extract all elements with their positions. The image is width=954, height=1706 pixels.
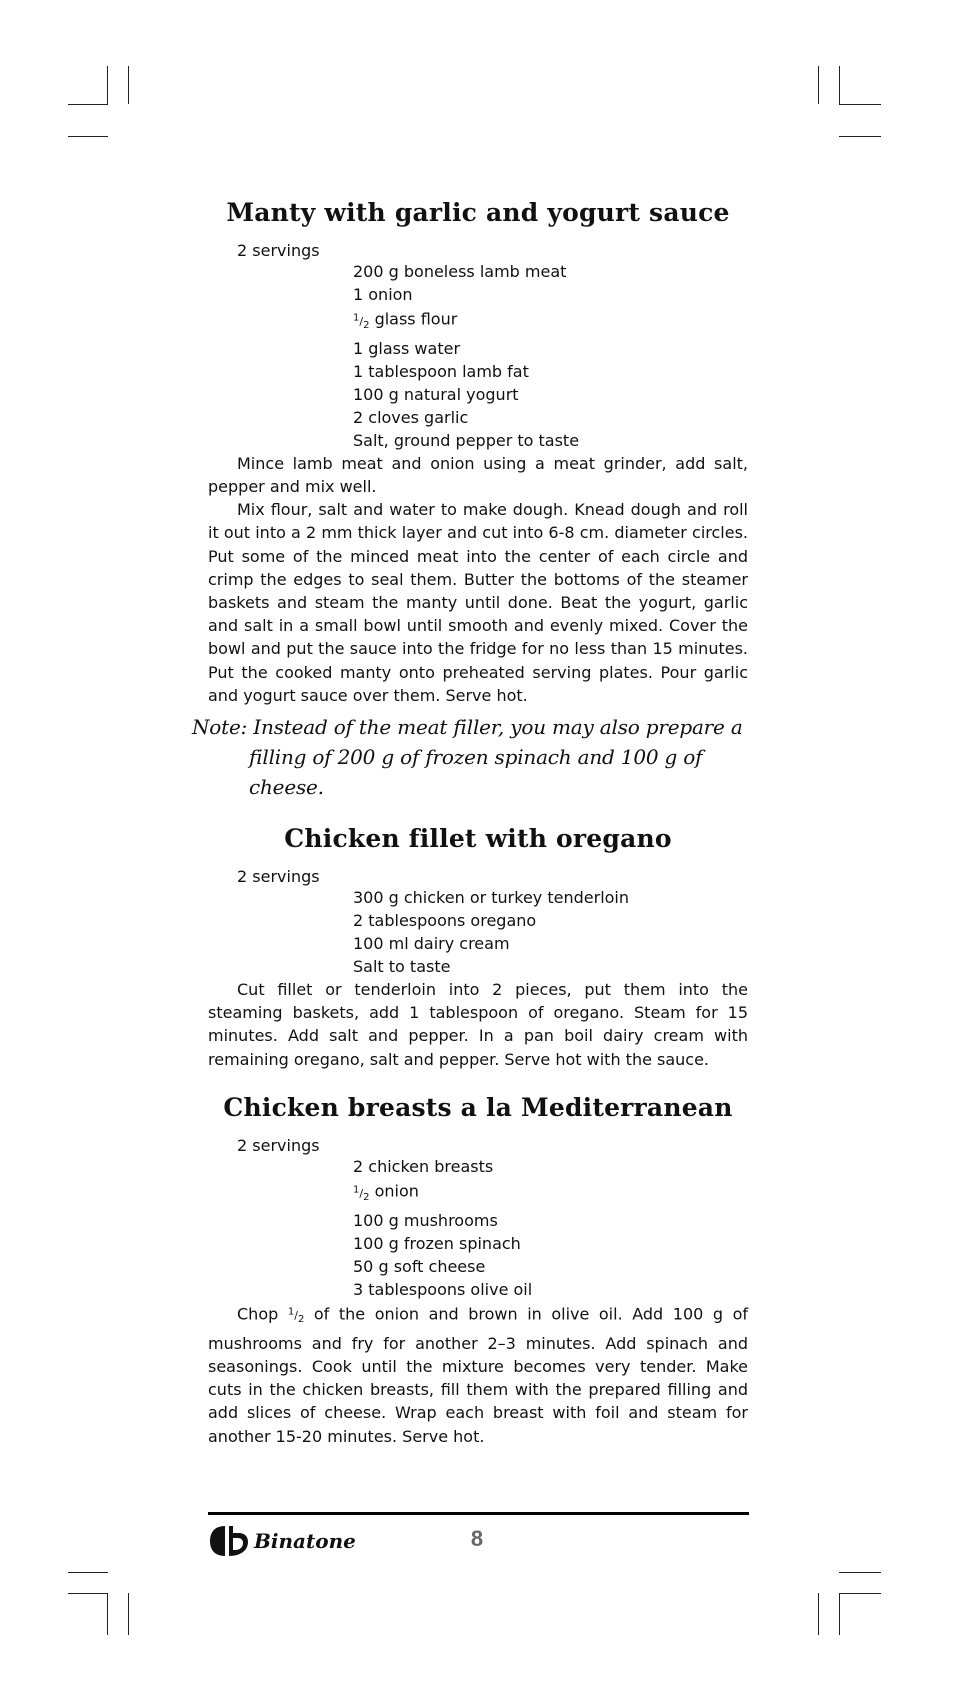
ingredient: 1 glass water — [353, 338, 461, 358]
crop-mark — [68, 1593, 108, 1594]
ingredient: 1 tablespoon lamb fat — [353, 361, 529, 381]
fraction: $^1/_2$ — [353, 1183, 370, 1203]
crop-mark — [68, 1572, 108, 1573]
crop-mark — [839, 1593, 840, 1635]
ingredient: Salt, ground pepper to taste — [353, 430, 580, 450]
crop-mark — [128, 66, 129, 104]
brand-name: Binatone — [254, 1529, 356, 1553]
ingredient: $^1/_2$ onion — [353, 1181, 419, 1203]
ingredient: 3 tablespoons olive oil — [353, 1279, 533, 1299]
instructions — [208, 1301, 748, 1448]
ingredient: 2 cloves garlic — [353, 407, 469, 427]
ingredient: 100 g natural yogurt — [353, 384, 519, 404]
ingredient: 50 g soft cheese — [353, 1256, 486, 1276]
crop-mark — [839, 1593, 881, 1594]
servings: 2 servings — [237, 867, 320, 887]
ingredient: 100 ml dairy cream — [353, 934, 510, 954]
crop-mark — [839, 104, 881, 105]
ingredient: 2 tablespoons oregano — [353, 911, 537, 931]
crop-mark — [839, 136, 881, 137]
crop-mark — [839, 1572, 881, 1573]
instructions — [208, 452, 748, 707]
ingredient: 200 g boneless lamb meat — [353, 262, 567, 281]
footer-rule — [208, 1512, 749, 1515]
ingredient: 100 g frozen spinach — [353, 1233, 521, 1253]
crop-mark — [107, 66, 108, 104]
crop-mark — [128, 1593, 129, 1635]
crop-mark — [818, 66, 819, 104]
recipe-title: Manty with garlic and yogurt sauce — [226, 198, 730, 227]
crop-mark — [839, 66, 840, 104]
ingredient: Salt to taste — [353, 957, 451, 977]
note-line1: Note: Instead of the meat filler, you may also prepare a — [192, 715, 743, 740]
recipe-manty — [192, 198, 748, 802]
paragraph: Cut fillet or tenderloin into 2 pieces, put them into the steaming baskets, add 1 tablespoon of oregano. Steam for 15 minutes. Add salt and pepper. In a pan boil dairy cream with remaining oregano, salt and pepper. Serve hot with the sauce. — [208, 980, 748, 1069]
ingredient-list — [353, 260, 748, 452]
crop-mark — [107, 1593, 108, 1635]
servings: 2 servings — [237, 1135, 320, 1155]
page-number: 8 — [470, 1526, 484, 1551]
recipe-title: Chicken fillet with oregano — [284, 824, 672, 854]
recipe-chicken-fillet — [208, 824, 748, 1071]
paragraph: Chop $^1/_2$ of the onion and brown in olive oil. Add 100 g of mushrooms and fry for another 2–3 minutes. Add spinach and seasonings. Cook until the mixture becomes very tender. Make cuts in the chicken breasts, fill them with the prepared filling and add slices of cheese. Wrap each breast with foil and steam for another 15-20 minutes. Serve hot. — [208, 1304, 749, 1446]
binatone-logo-icon — [208, 1524, 250, 1558]
recipe-chicken-breasts — [208, 1093, 748, 1448]
page-content — [192, 198, 749, 1448]
ingredient: 100 g mushrooms — [353, 1210, 498, 1230]
ingredient-list — [353, 1155, 748, 1301]
ingredient: 2 chicken breasts — [353, 1156, 494, 1176]
note-line2: filling of 200 g of frozen spinach and 100 g of cheese. — [249, 745, 703, 800]
paragraph: Mince lamb meat and onion using a meat grinder, add salt, pepper and mix well. — [208, 453, 748, 497]
ingredient: 1 onion — [353, 285, 413, 304]
instructions — [208, 978, 748, 1071]
fraction: $^1/_2$ — [353, 312, 370, 331]
fraction: $^1/_2$ — [287, 1306, 305, 1326]
servings: 2 servings — [237, 241, 320, 260]
crop-mark — [818, 1593, 819, 1635]
paragraph: Mix flour, salt and water to make dough. Knead dough and roll it out into a 2 mm thick layer and cut into 6-8 cm. diameter circles. Put some of the minced meat into the center of each circle and crimp the edges to seal them. Butter the bottoms of the steamer baskets and steam the manty until done. Beat the yogurt, garlic and salt in a small bowl until smooth and evenly mixed. Cover the bowl and put the sauce into the fridge for no less than 15 minutes. Put the cooked manty onto preheated serving plates. Pour garlic and yogurt sauce over them. Serve hot. — [208, 500, 748, 705]
crop-mark — [68, 104, 108, 105]
recipe-title: Chicken breasts a la Mediterranean — [223, 1092, 733, 1122]
note — [192, 712, 748, 802]
crop-mark — [68, 136, 108, 137]
brand-logo — [208, 1523, 356, 1559]
ingredient: 300 g chicken or turkey tenderloin — [353, 888, 630, 908]
ingredient: $^1/_2$ glass flour — [353, 309, 458, 331]
ingredient-list — [353, 886, 748, 978]
